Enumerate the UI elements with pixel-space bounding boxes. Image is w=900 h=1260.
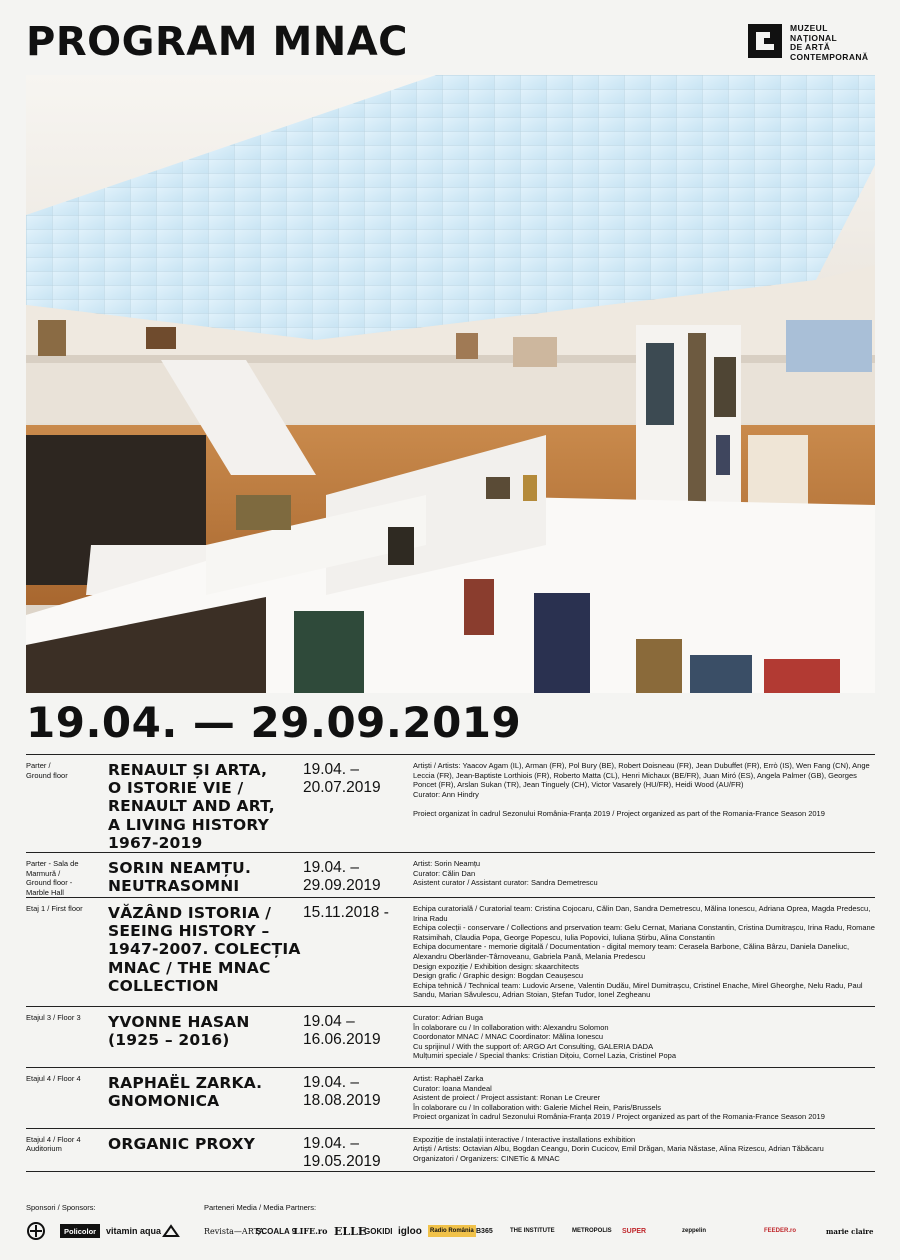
program-credits	[413, 898, 875, 1006]
program-title: RAPHAËL ZARKA. GNOMONICA	[108, 1073, 263, 1111]
media-logo[interactable]: Radio România	[428, 1225, 476, 1237]
program-dates: 15.11.2018 -	[303, 904, 389, 922]
media-logo[interactable]: ȘCOALA 9	[256, 1226, 297, 1236]
program-dates: 19.04. – 19.05.2019	[303, 1134, 381, 1171]
credit-line: Curator: Adrian Buga	[413, 1012, 484, 1022]
credit-line: Expoziție de instalații interactive / Interactive installations exhibition	[413, 1134, 636, 1144]
sponsor-logo[interactable]: vitamin aqua	[106, 1226, 162, 1236]
media-logo[interactable]: B365	[476, 1227, 493, 1235]
credit-line: Curator: Ann Hindry	[413, 789, 479, 799]
program-dates: 19.04 – 16.06.2019	[303, 1012, 381, 1049]
credit-line: Design expoziție / Exhibition design: skaarchitects	[413, 961, 579, 971]
credit-line: Organizatori / Organizers: CINETic & MNAC	[413, 1154, 560, 1164]
credit-line: Proiect organizat în cadrul Sezonului România-Franța 2019 / Project organized as part of the Romania-France Season 2019	[413, 808, 825, 818]
credit-line: Asistent de proiect / Project assistant: Ronan Le Creurer	[413, 1093, 601, 1103]
credit-line: Mulțumiri speciale / Special thanks: Cristian Dițoiu, Cornel Lazia, Cristinel Popa	[413, 1051, 677, 1061]
sponsor-logo[interactable]	[162, 1221, 180, 1241]
credit-line: Echipa tehnică / Technical team: Ludovic Arsene, Valentin Dudău, Mirel Dumitrașcu, Cristinel Enache, Mirel Gheorghe, Nelu Radu, Paul Sandu, Marian Săvulescu, Adrian Stoian, Ștefan Tudor, Ionel Zegheanu	[413, 980, 863, 1000]
program-title: SORIN NEAMȚU. NEUTRASOMNI	[108, 859, 252, 896]
credit-line: Asistent curator / Assistant curator: Sandra Demetrescu	[413, 878, 598, 888]
sponsors-footer	[26, 1203, 875, 1251]
program-row	[26, 1067, 875, 1128]
program-floor: Parter - Sala de Marmură / Ground floor - Marble Hall	[26, 859, 79, 897]
media-logo[interactable]: FEEDER.ro	[764, 1228, 797, 1234]
program-row	[26, 1006, 875, 1067]
program-credits	[413, 1007, 875, 1067]
chateau-vinson-icon	[26, 1221, 46, 1241]
media-logo[interactable]: ELLE	[334, 1224, 367, 1238]
media-logo[interactable]: GOKIDI	[364, 1226, 393, 1236]
program-floor: Etajul 3 / Floor 3	[26, 1012, 81, 1022]
media-logo[interactable]: igloo	[398, 1225, 422, 1237]
program-table	[26, 754, 875, 1172]
sponsor-logo[interactable]	[26, 1221, 46, 1241]
logo-line: NAȚIONAL	[790, 32, 838, 43]
program-row	[26, 852, 875, 897]
program-title: RENAULT ȘI ARTA, O ISTORIE VIE / RENAULT AND ART, A LIVING HISTORY 1967-2019	[108, 761, 275, 852]
credit-line: Curator: Călin Dan	[413, 868, 476, 878]
logo-line: MUZEUL	[790, 23, 828, 33]
credit-line: În colaborare cu / In collaboration with: Alexandru Solomon	[413, 1022, 609, 1032]
program-dates: 19.04. – 18.08.2019	[303, 1073, 381, 1110]
credit-line: Design grafic / Graphic design: Bogdan Ceaușescu	[413, 971, 584, 981]
media-partners-label: Parteneri Media / Media Partners:	[204, 1203, 317, 1212]
program-floor: Etaj 1 / First floor	[26, 904, 83, 914]
program-credits	[413, 1129, 875, 1171]
credit-line: Artist: Sorin Neamțu	[413, 859, 481, 869]
grup-transilvania-icon	[162, 1224, 180, 1238]
gallery-photo	[26, 75, 875, 693]
program-credits	[413, 853, 875, 897]
program-floor: Etajul 4 / Floor 4	[26, 1073, 81, 1083]
exhibition-dates: 19.04. — 29.09.2019	[26, 698, 522, 747]
credit-line: Echipa colecții - conservare / Collections and prservation team: Gelu Cernat, Mariana Constantin, Cristina Dumitrașcu, Irina Radu, Romane Ratsimihah, Claudia Popa, George Popescu, Iulia Popovici, Iuliana Știrbu, Alina Constantin	[413, 923, 875, 942]
credit-gap	[413, 799, 875, 809]
program-title: ORGANIC PROXY	[108, 1134, 256, 1153]
credit-line: Echipa documentare - memorie digitală / Documentation - digital memory team: Cerasela Barbone, Călina Bârzu, Daniela Daneliuc, Alexandru Oberländer-Târnoveanu, Gabriela Pană, Melania Predescu	[413, 942, 850, 961]
program-dates: 19.04. – 29.09.2019	[303, 859, 381, 895]
program-row	[26, 897, 875, 1006]
page-title: PROGRAM MNAC	[26, 19, 409, 65]
media-logo[interactable]: zeppelin	[682, 1228, 707, 1234]
sponsor-logo[interactable]: Policolor	[60, 1224, 100, 1238]
credit-line: Coordonator MNAC / MNAC Coordinator: Mălina Ionescu	[413, 1032, 604, 1042]
program-title: VĂZÂND ISTORIA / SEEING HISTORY – 1947-2007. COLECȚIA MNAC / THE MNAC COLLECTION	[108, 904, 301, 995]
credit-line: Artiști / Artists: Octavian Albu, Bogdan Ceangu, Dorin Cucicov, Emil Drăgan, Maria Năstase, Alina Rizescu, Adrian Tăbăcaru	[413, 1144, 824, 1154]
logo-line: DE ARTĂ	[790, 42, 831, 52]
program-credits	[413, 755, 875, 852]
credit-line: În colaborare cu / In collaboration with: Galerie Michel Rein, Paris/Brussels	[413, 1102, 662, 1112]
logo-strip	[26, 1221, 875, 1243]
program-dates: 19.04. – 20.07.2019	[303, 761, 381, 797]
credit-line: Proiect organizat în cadrul Sezonului România-Franța 2019 / Project organized as part of the Romania-France Season 2019	[413, 1112, 825, 1122]
credit-line: Curator: Ioana Mandeal	[413, 1083, 492, 1093]
media-logo[interactable]: THE INSTITUTE	[510, 1228, 555, 1234]
program-credits	[413, 1068, 875, 1128]
program-row	[26, 754, 875, 852]
media-logo[interactable]: METROPOLIS	[572, 1228, 612, 1234]
media-logo[interactable]: SUPER	[622, 1227, 647, 1235]
program-floor: Etajul 4 / Floor 4 Auditorium	[26, 1134, 81, 1154]
program-floor: Parter / Ground floor	[26, 761, 68, 780]
mnac-logo-icon	[748, 24, 782, 58]
credit-line: Echipa curatorială / Curatorial team: Cristina Cojocaru, Călin Dan, Sandra Demetrescu, Mălina Ionescu, Adriana Oprea, Magda Predescu, Irina Radu	[413, 904, 871, 923]
media-logo[interactable]: marie claire	[826, 1226, 874, 1236]
credit-line: Cu sprijinul / With the support of: ARGO Art Consulting, GALERIA DADA	[413, 1041, 654, 1051]
logo-text	[790, 24, 890, 62]
media-logo[interactable]: Revista—ARTA	[204, 1226, 265, 1236]
media-logo[interactable]: LIFE.ro	[294, 1226, 328, 1236]
logo-line: CONTEMPORANĂ	[790, 51, 869, 62]
credit-line: Artiști / Artists: Yaacov Agam (IL), Arman (FR), Pol Bury (BE), Robert Doisneau (FR), Jean Dubuffet (FR), Errò (IS), Wen Fang (CN), Ange Leccia (FR), Jean-Baptiste Lorthiois (FR), Roberto Matta (CL), Henri Michaux (BE/FR), Juan Miró (ES), Angela Palmer (GB), Georges Poncet (FR), Arslan Sukan (TR), Jean Tinguely (CH), Victor Vasarely (HU/FR), Heidi Wood (AU/FR)	[413, 761, 870, 790]
mnac-logo[interactable]	[748, 24, 890, 62]
program-row	[26, 1128, 875, 1172]
program-title: YVONNE HASAN (1925 – 2016)	[108, 1012, 250, 1050]
credit-line: Artist: Raphaël Zarka	[413, 1073, 484, 1083]
sponsors-label: Sponsori / Sponsors:	[26, 1203, 96, 1212]
